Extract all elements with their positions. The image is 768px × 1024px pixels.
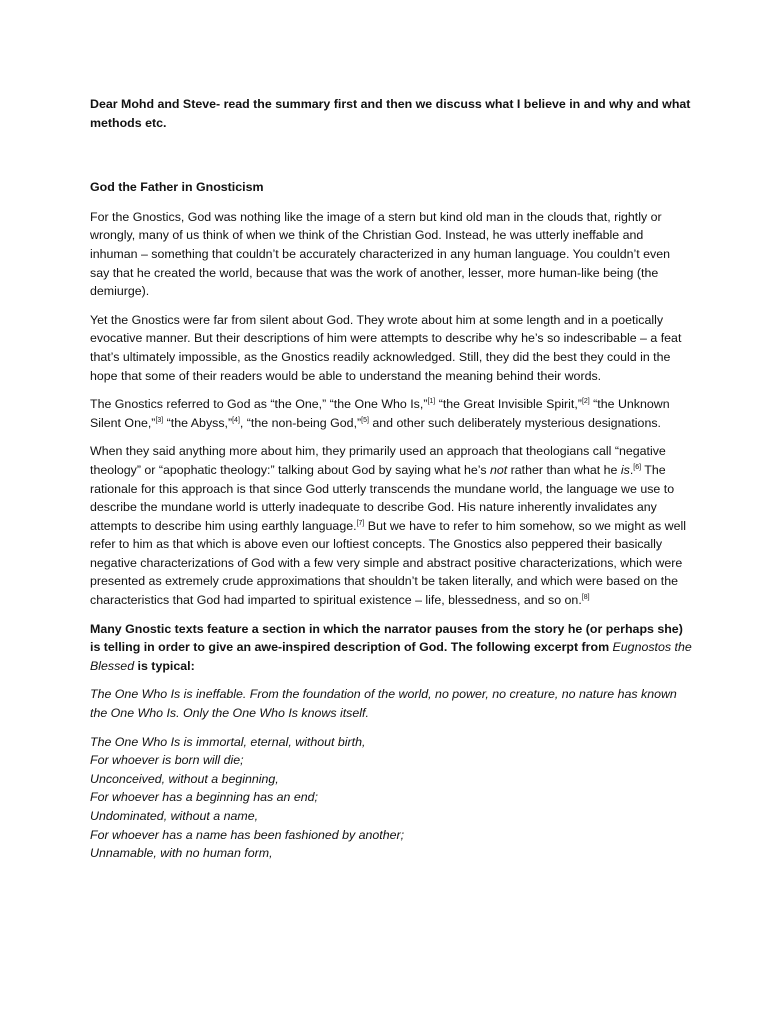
footnote-ref[interactable]: [2] — [581, 398, 590, 406]
poem-line: The One Who Is is immortal, eternal, without birth, — [90, 734, 366, 749]
poem-line: For whoever is born will die; — [90, 753, 244, 768]
poem-line: Unnamable, with no human form, — [90, 846, 273, 861]
footnote-ref[interactable]: [5] — [361, 416, 369, 424]
footnote-ref[interactable]: [6] — [633, 463, 642, 471]
excerpt-quote: The One Who Is is ineffable. From the foundation of the world, no power, no creature, no nature has known the One Who Is. Only the One Who Is knows itself. — [90, 687, 677, 721]
paragraph-4: When they said anything more about him, they primarily used an approach that theologians call “negative theology” or “apophatic theology:” talking about God by saying what he’s not rather than what he is.[6] The rationale for this approach is that since God utterly transcends the mundane world, the language we use to describe the mundane world is utterly inadequate to describe God. His nature inherently invalidates any attempts to describe him using earthly language.[7] But we have to refer to him somehow, so we might as well refer to him as that which is above even our loftiest concepts. The Gnostics also peppered their basically negative characterizations of God with a few very simple and abstract positive characterizations, which were presented as extremely crude approximations that shouldn’t be taken literally, and which were based on the characteristics that God had imparted to spiritual existence – life, blessedness, and so on.[8] — [90, 444, 686, 608]
poem-line: For whoever has a beginning has an end; — [90, 790, 319, 805]
poem-line: For whoever has a name has been fashioned by another; — [90, 827, 405, 842]
footnote-ref[interactable]: [8] — [581, 594, 590, 602]
paragraph-5: Many Gnostic texts feature a section in which the narrator pauses from the story he (or perhaps she) is telling in order to give an awe-inspired description of God. The following excerpt from Eugnostos the Blessed is typical: — [90, 621, 692, 673]
footnote-ref[interactable]: [4] — [232, 416, 240, 424]
poem-line: Undominated, without a name, — [90, 809, 259, 823]
document-body — [90, 95, 692, 863]
footnote-ref[interactable]: [1] — [427, 398, 436, 406]
footnote-ref[interactable]: [3] — [155, 416, 164, 424]
paragraph-1: For the Gnostics, God was nothing like the image of a stern but kind old man in the clouds that, rightly or wrongly, many of us think of when we think of the Christian God. Instead, he was utterly ineffable and inhuman – something that couldn’t be accurately characterized in any human language. You couldn’t even say that he created the world, because that was the work of another, lesser, more human-like being (the demiurge). — [90, 209, 670, 299]
poem-line: Unconceived, without a beginning, — [90, 771, 279, 786]
paragraph-2: Yet the Gnostics were far from silent about God. They wrote about him at some length and in a poetically evocative manner. But their descriptions of him were attempts to describe why he’s so indescribable – a feat that’s ultimately impossible, as the Gnostics readily acknowledged. Still, they did the best they could in the hope that some of their readers would be able to understand the meaning behind their words. — [90, 312, 682, 383]
footnote-ref[interactable]: [7] — [356, 519, 365, 527]
intro-note: Dear Mohd and Steve- read the summary first and then we discuss what I believe in and why and what methods etc. — [90, 97, 691, 130]
excerpt-poem — [90, 733, 692, 863]
paragraph-3: The Gnostics referred to God as “the One,” “the One Who Is,”[1] “the Great Invisible Spirit,”[2] “the Unknown Silent One,”[3] “the Abyss,”[4], “the non-being God,”[5] and other such deliberately mysterious designations. — [90, 397, 670, 430]
section-heading: God the Father in Gnosticism — [90, 180, 264, 195]
